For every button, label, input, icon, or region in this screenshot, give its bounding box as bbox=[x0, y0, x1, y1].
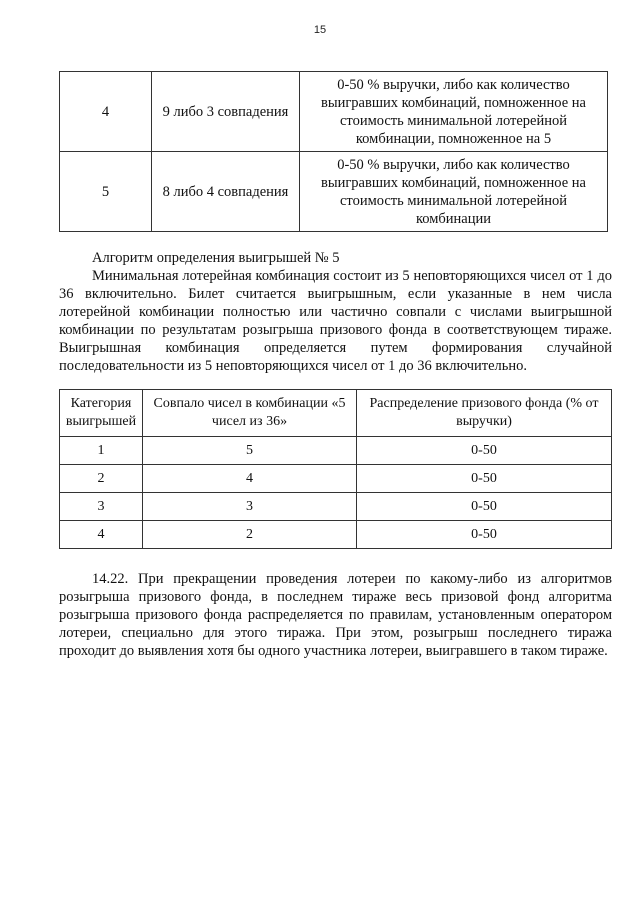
matches-cell: 5 bbox=[143, 437, 357, 465]
matches-cell: 8 либо 4 совпадения bbox=[152, 152, 300, 232]
prize-table-continued bbox=[59, 71, 608, 232]
matches-cell: 3 bbox=[143, 493, 357, 521]
header-category: Категория выигрышей bbox=[60, 390, 143, 437]
category-cell: 4 bbox=[60, 521, 143, 549]
category-cell: 5 bbox=[60, 152, 152, 232]
page-number: 15 bbox=[313, 24, 327, 36]
prize-distribution-table bbox=[59, 389, 612, 549]
header-matches: Совпало чисел в комбинации «5 чисел из 36» bbox=[143, 390, 357, 437]
distribution-cell: 0-50 bbox=[357, 465, 612, 493]
distribution-cell: 0-50 % выручки, либо как количество выигравших комбинаций, помноженное на стоимость минимальной лотерейной комбинации bbox=[300, 152, 608, 232]
table-row bbox=[60, 465, 612, 493]
distribution-cell: 0-50 bbox=[357, 493, 612, 521]
matches-cell: 4 bbox=[143, 465, 357, 493]
header-distribution: Распределение призового фонда (% от выручки) bbox=[357, 390, 612, 437]
category-cell: 1 bbox=[60, 437, 143, 465]
table-row bbox=[60, 72, 608, 152]
algorithm-description: Минимальная лотерейная комбинация состоит из 5 неповторяющихся чисел от 1 до 36 включительно. Билет считается выигрышным, если указанные в нем числа лотерейной комбинации полностью или частично совпали с числами выигрышной комбинации по результатам розыгрыша призового фонда в соответствующем тираже. Выигрышная комбинация определяется путем формирования случайной последовательности из 5 неповторяющихся чисел от 1 до 36 включительно. bbox=[59, 268, 612, 374]
distribution-cell: 0-50 % выручки, либо как количество выигравших комбинаций, помноженное на стоимость минимальной лотерейной комбинации, помноженное на 5 bbox=[300, 72, 608, 152]
table-header-row bbox=[60, 390, 612, 437]
matches-cell: 9 либо 3 совпадения bbox=[152, 72, 300, 152]
table-row bbox=[60, 493, 612, 521]
category-cell: 4 bbox=[60, 72, 152, 152]
table-row bbox=[60, 437, 612, 465]
distribution-cell: 0-50 bbox=[357, 521, 612, 549]
table-row bbox=[60, 521, 612, 549]
matches-cell: 2 bbox=[143, 521, 357, 549]
table-row bbox=[60, 152, 608, 232]
category-cell: 2 bbox=[60, 465, 143, 493]
category-cell: 3 bbox=[60, 493, 143, 521]
clause-14-22: 14.22. При прекращении проведения лотереи по какому-либо из алгоритмов розыгрыша призового фонда, в последнем тираже весь призовой фонд алгоритма розыгрыша призового фонда распределяется по правилам, установленным оператором лотереи, специально для этого тиража. При этом, розыгрыш последнего тиража проходит до выявления хотя бы одного участника лотереи, выигравшего в таком тираже. bbox=[59, 571, 612, 659]
distribution-cell: 0-50 bbox=[357, 437, 612, 465]
algorithm-title: Алгоритм определения выигрышей № 5 bbox=[92, 250, 340, 266]
